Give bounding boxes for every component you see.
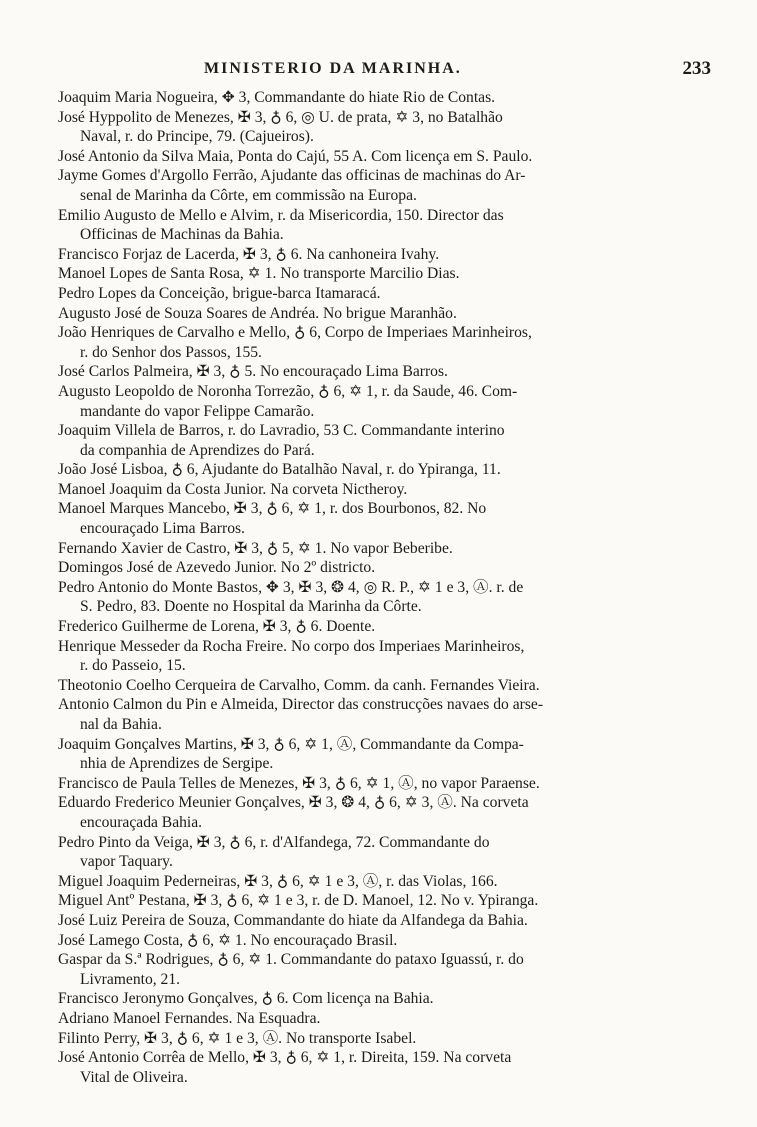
page-number: 233 — [682, 58, 711, 79]
entry-list — [58, 88, 711, 1087]
entry-line: Domingos José de Azevedo Junior. No 2º districto. — [58, 559, 376, 577]
entry-line: Francisco de Paula Telles de Menezes, ✠ 3, ♁ 6, ✡ 1, Ⓐ, no vapor Paraense. — [58, 774, 540, 792]
entry-line: Pedro Lopes da Conceição, brigue-barca Itamaracá. — [58, 284, 381, 302]
entry — [58, 578, 711, 617]
entry-line: José Carlos Palmeira, ✠ 3, ♁ 5. No encouraçado Lima Barros. — [58, 363, 448, 381]
entry-continuation: nal da Bahia. — [80, 716, 162, 733]
entry — [58, 480, 711, 500]
entry-continuation: encouraçado Lima Barros. — [80, 520, 245, 538]
entry — [58, 245, 711, 265]
entry-line: Eduardo Frederico Meunier Gonçalves, ✠ 3, ❂ 4, ♁ 6, ✡ 3, Ⓐ. Na corveta — [58, 794, 529, 812]
entry-continuation: vapor Taquary. — [80, 853, 173, 871]
entry-line: Emilio Augusto de Mello e Alvim, r. da Misericordia, 150. Director das — [58, 206, 504, 224]
entry — [58, 617, 711, 637]
entry-continuation: S. Pedro, 83. Doente no Hospital da Marinha da Côrte. — [80, 598, 422, 616]
entry-line: Miguel Joaquim Pederneiras, ✠ 3, ♁ 6, ✡ 1 e 3, Ⓐ, r. das Violas, 166. — [58, 872, 498, 890]
entry — [58, 284, 711, 304]
entry — [58, 911, 711, 931]
entry — [58, 1029, 711, 1049]
entry — [58, 264, 711, 284]
entry-line: Henrique Messeder da Rocha Freire. No corpo dos Imperiaes Marinheiros, — [58, 637, 525, 655]
entry — [58, 499, 711, 538]
entry-line: Francisco Forjaz de Lacerda, ✠ 3, ♁ 6. Na canhoneira Ivahy. — [58, 245, 440, 263]
entry — [58, 382, 711, 421]
entry-line: Gaspar da S.ª Rodrigues, ♁ 6, ✡ 1. Commandante do pataxo Iguassú, r. do — [58, 951, 524, 969]
entry — [58, 1009, 711, 1029]
entry — [58, 1048, 711, 1087]
entry — [58, 735, 711, 774]
entry-line: Filinto Perry, ✠ 3, ♁ 6, ✡ 1 e 3, Ⓐ. No transporte Isabel. — [58, 1029, 417, 1047]
entry-continuation: nhia de Aprendizes de Sergipe. — [80, 755, 274, 773]
entry — [58, 558, 711, 578]
entry — [58, 147, 711, 167]
entry-line: Theotonio Coelho Cerqueira de Carvalho, Comm. da canh. Fernandes Vieira. — [58, 676, 540, 694]
entry-line: José Luiz Pereira de Souza, Commandante do hiate da Alfandega da Bahia. — [58, 911, 528, 929]
entry-continuation: Livramento, 21. — [80, 970, 181, 988]
entry-continuation: Officinas de Machinas da Bahia. — [80, 226, 284, 244]
entry-continuation: mandante do vapor Felippe Camarão. — [80, 402, 315, 420]
page-header — [204, 60, 711, 82]
entry — [58, 206, 711, 245]
entry-line: Adriano Manoel Fernandes. Na Esquadra. — [58, 1009, 321, 1027]
entry-line: Pedro Antonio do Monte Bastos, ✥ 3, ✠ 3, ❂ 4, ◎ R. P., ✡ 1 e 3, Ⓐ. r. de — [58, 578, 524, 596]
entry-line: Augusto Leopoldo de Noronha Torrezão, ♁ 6, ✡ 1, r. da Saude, 46. Com- — [58, 382, 518, 400]
entry — [58, 891, 711, 911]
entry-continuation: Naval, r. do Principe, 79. (Cajueiros). — [80, 128, 314, 146]
entry — [58, 421, 711, 460]
entry-continuation: r. do Passeio, 15. — [80, 657, 186, 675]
entry-line: José Antonio Corrêa de Mello, ✠ 3, ♁ 6, ✡ 1, r. Direita, 159. Na corveta — [58, 1049, 512, 1067]
entry-continuation: Vital de Oliveira. — [80, 1068, 188, 1086]
entry-line: João José Lisboa, ♁ 6, Ajudante do Batalhão Naval, r. do Ypiranga, 11. — [58, 461, 501, 479]
entry — [58, 950, 711, 989]
entry — [58, 931, 711, 951]
entry-line: Antonio Calmon du Pin e Almeida, Director das construcções navaes do arse- — [58, 696, 544, 714]
running-title: MINISTERIO DA MARINHA. — [204, 60, 462, 77]
entry — [58, 323, 711, 362]
entry-line: Jayme Gomes d'Argollo Ferrão, Ajudante das officinas de machinas do Ar- — [58, 167, 526, 185]
entry — [58, 774, 711, 794]
entry-line: José Lamego Costa, ♁ 6, ✡ 1. No encouraçado Brasil. — [58, 931, 398, 949]
entry — [58, 872, 711, 892]
entry — [58, 362, 711, 382]
entry-line: Manoel Joaquim da Costa Junior. Na corveta Nictheroy. — [58, 480, 408, 498]
entry-continuation: da companhia de Aprendizes do Pará. — [80, 441, 315, 459]
entry — [58, 695, 711, 734]
entry-continuation: senal de Marinha da Côrte, em commissão na Europa. — [80, 186, 417, 204]
entry-line: Fernando Xavier de Castro, ✠ 3, ♁ 5, ✡ 1. No vapor Beberibe. — [58, 539, 453, 557]
entry-line: Joaquim Maria Nogueira, ✥ 3, Commandante do hiate Rio de Contas. — [58, 89, 496, 106]
entry — [58, 833, 711, 872]
entry — [58, 108, 711, 147]
entry — [58, 166, 711, 205]
entry-line: Augusto José de Souza Soares de Andréa. No brigue Maranhão. — [58, 304, 457, 322]
entry-line: Francisco Jeronymo Gonçalves, ♁ 6. Com licença na Bahia. — [58, 990, 434, 1008]
entry-line: Pedro Pinto da Veiga, ✠ 3, ♁ 6, r. d'Alfandega, 72. Commandante do — [58, 833, 490, 851]
entry-line: Manoel Lopes de Santa Rosa, ✡ 1. No transporte Marcilio Dias. — [58, 265, 460, 283]
entry-line: João Henriques de Carvalho e Mello, ♁ 6, Corpo de Imperiaes Marinheiros, — [58, 324, 532, 342]
entry — [58, 989, 711, 1009]
entry — [58, 304, 711, 324]
entry-line: Manoel Marques Mancebo, ✠ 3, ♁ 6, ✡ 1, r. dos Bourbonos, 82. No — [58, 500, 487, 518]
entry — [58, 539, 711, 559]
entry-line: Joaquim Villela de Barros, r. do Lavradio, 53 C. Commandante interino — [58, 422, 505, 440]
entry-continuation: r. do Senhor dos Passos, 155. — [80, 343, 262, 361]
entry — [58, 676, 711, 696]
entry — [58, 637, 711, 676]
entry — [58, 88, 711, 108]
entry — [58, 793, 711, 832]
entry-line: José Hyppolito de Menezes, ✠ 3, ♁ 6, ◎ U. de prata, ✡ 3, no Batalhão — [58, 108, 503, 126]
entry-continuation: encouraçada Bahia. — [80, 813, 203, 831]
entry-line: Frederico Guilherme de Lorena, ✠ 3, ♁ 6. Doente. — [58, 618, 376, 636]
entry — [58, 460, 711, 480]
entry-line: José Antonio da Silva Maia, Ponta do Cajú, 55 A. Com licença em S. Paulo. — [58, 147, 533, 165]
entry-line: Miguel Antº Pestana, ✠ 3, ♁ 6, ✡ 1 e 3, r. de D. Manoel, 12. No v. Ypiranga. — [58, 892, 539, 910]
entry-line: Joaquim Gonçalves Martins, ✠ 3, ♁ 6, ✡ 1, Ⓐ, Commandante da Compa- — [58, 735, 524, 753]
